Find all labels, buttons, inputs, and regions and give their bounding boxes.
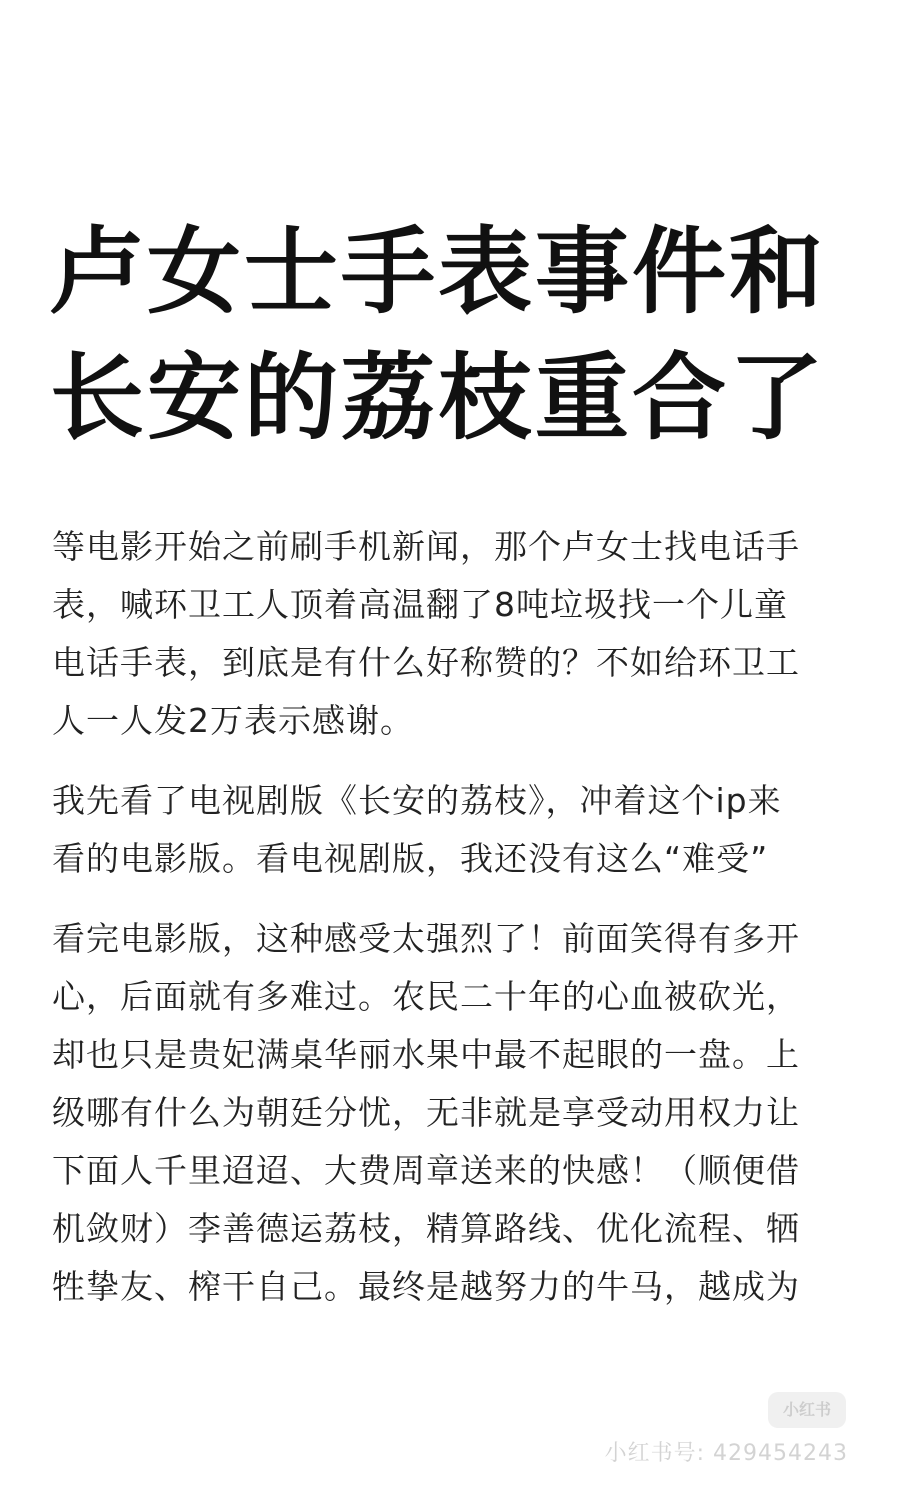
title-line-1: 卢女士手表事件和 (50, 218, 827, 327)
paragraph-2 (52, 772, 857, 888)
paragraph-line: 级哪有什么为朝廷分忧，无非就是享受动用权力让 (52, 1093, 800, 1132)
paragraph-line: 却也只是贵妃满桌华丽水果中最不起眼的一盘。上 (52, 1035, 800, 1074)
paragraph-line: 下面人千里迢迢、大费周章送来的快感！（顺便借 (52, 1151, 800, 1190)
title-line-2: 长安的荔枝重合了 (50, 344, 827, 453)
watermark-logo: 小红书 (768, 1392, 846, 1428)
paragraph-line: 电话手表，到底是有什么好称赞的？不如给环卫工 (52, 643, 800, 682)
paragraph-3 (52, 910, 857, 1316)
watermark-id: 小红书号: 429454243 (604, 1441, 848, 1466)
article-body (52, 518, 857, 1338)
article-title (50, 210, 860, 462)
paragraph-line: 机敛财）李善德运荔枝，精算路线、优化流程、牺 (52, 1209, 800, 1248)
paragraph-line: 等电影开始之前刷手机新闻，那个卢女士找电话手 (52, 527, 800, 566)
paragraph-line: 看的电影版。看电视剧版，我还没有这么“难受” (52, 839, 769, 878)
paragraph-line: 牲挚友、榨干自己。最终是越努力的牛马，越成为 (52, 1267, 800, 1306)
paragraph-line: 人一人发2万表示感谢。 (52, 701, 414, 740)
paragraph-line: 看完电影版，这种感受太强烈了！前面笑得有多开 (52, 919, 800, 958)
paragraph-line: 我先看了电视剧版《长安的荔枝》，冲着这个ip来 (52, 781, 782, 820)
paragraph-line: 心，后面就有多难过。农民二十年的心血被砍光， (52, 977, 800, 1016)
paragraph-1 (52, 518, 857, 750)
paragraph-line: 表，喊环卫工人顶着高温翻了8吨垃圾找一个儿童 (52, 585, 788, 624)
